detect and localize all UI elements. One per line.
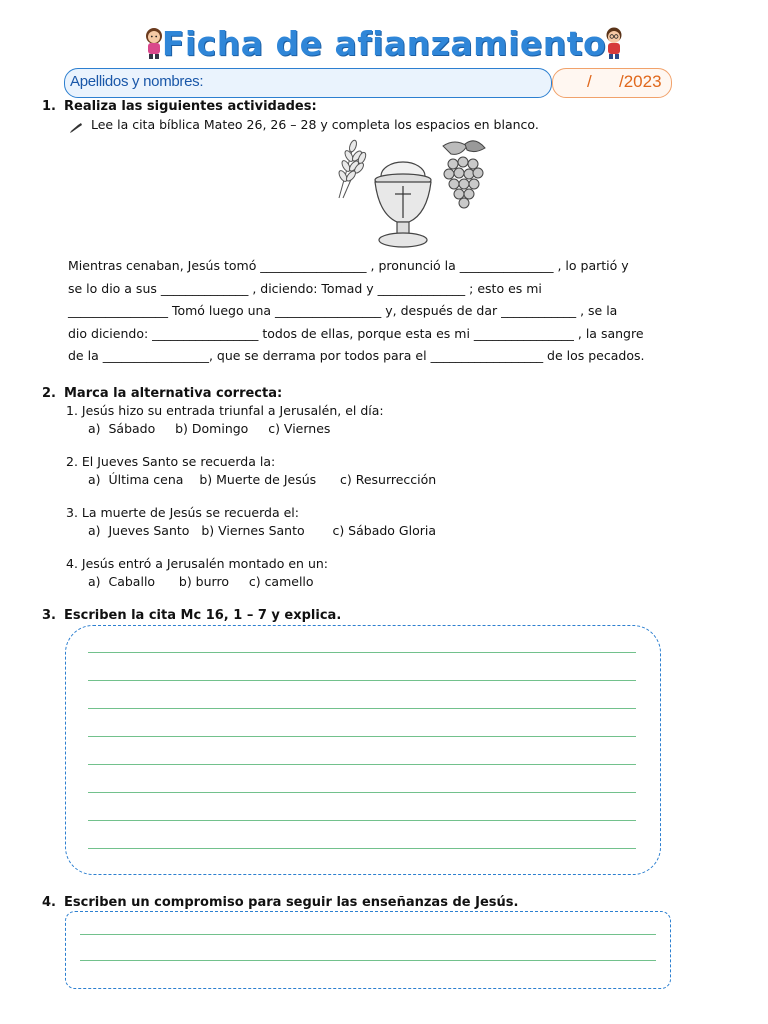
question-2-options: a) Última cena b) Muerte de Jesús c) Resurrección xyxy=(88,472,437,487)
question-1-options: a) Sábado b) Domingo c) Viernes xyxy=(88,421,331,436)
paragraph-line: de la _________________, que se derrama por todos para el __________________ de los pecados. xyxy=(68,348,645,363)
boy-icon xyxy=(603,26,625,60)
writing-line xyxy=(88,708,636,709)
writing-line xyxy=(88,848,636,849)
name-label: Apellidos y nombres: xyxy=(70,73,204,90)
paragraph-line: se lo dio a sus ______________ , diciendo: Tomad y ______________ ; esto es mi xyxy=(68,280,542,296)
question-1: 1. Jesús hizo su entrada triunfal a Jerusalén, el día: xyxy=(66,403,384,418)
question-3: 3. La muerte de Jesús se recuerda el: xyxy=(66,505,299,520)
section-4-heading: Escriben un compromiso para seguir las enseñanzas de Jesús. xyxy=(64,895,519,910)
section-2-heading: Marca la alternativa correcta: xyxy=(64,386,283,401)
section-3-heading: Escriben la cita Mc 16, 1 – 7 y explica. xyxy=(64,608,342,623)
date-year: /2023 xyxy=(619,72,662,91)
question-2: 2. El Jueves Santo se recuerda la: xyxy=(66,454,276,469)
section-1-instruction: Lee la cita bíblica Mateo 26, 26 – 28 y completa los espacios en blanco. xyxy=(91,117,539,132)
writing-line xyxy=(88,680,636,681)
writing-line xyxy=(88,764,636,765)
writing-hand-icon xyxy=(70,118,84,137)
paragraph-line: Mientras cenaban, Jesús tomó _________________ , pronunció la _______________ , lo partió y xyxy=(68,258,629,273)
date-slash: / xyxy=(587,72,592,91)
fill-in-paragraph xyxy=(68,255,721,368)
eucharist-illustration xyxy=(325,134,495,254)
answer-box-4[interactable] xyxy=(65,911,671,989)
writing-line xyxy=(88,736,636,737)
section-1-number: 1. xyxy=(42,99,56,114)
wheat-icon xyxy=(337,139,367,198)
paragraph-line: ________________ Tomó luego una _________________ y, después de dar ____________ , se la xyxy=(68,303,618,318)
question-4-options: a) Caballo b) burro c) camello xyxy=(88,574,314,589)
paragraph-line: dio diciendo: _________________ todos de ellas, porque esta es mi ________________ , la sangre xyxy=(68,325,644,341)
question-3-options: a) Jueves Santo b) Viernes Santo c) Sábado Gloria xyxy=(88,523,437,538)
writing-line xyxy=(88,792,636,793)
section-1-heading: Realiza las siguientes actividades: xyxy=(64,99,317,114)
writing-line xyxy=(88,652,636,653)
chalice-icon xyxy=(375,162,431,247)
section-3-number: 3. xyxy=(42,608,56,623)
section-4-number: 4. xyxy=(42,895,56,910)
writing-line xyxy=(80,934,656,935)
section-2-number: 2. xyxy=(42,386,56,401)
question-4: 4. Jesús entró a Jerusalén montado en un: xyxy=(66,556,329,571)
grapes-icon xyxy=(443,141,485,208)
writing-line xyxy=(80,960,656,961)
page-title: Ficha de afianzamiento xyxy=(161,24,607,63)
writing-line xyxy=(88,820,636,821)
answer-box-3[interactable] xyxy=(65,625,661,875)
